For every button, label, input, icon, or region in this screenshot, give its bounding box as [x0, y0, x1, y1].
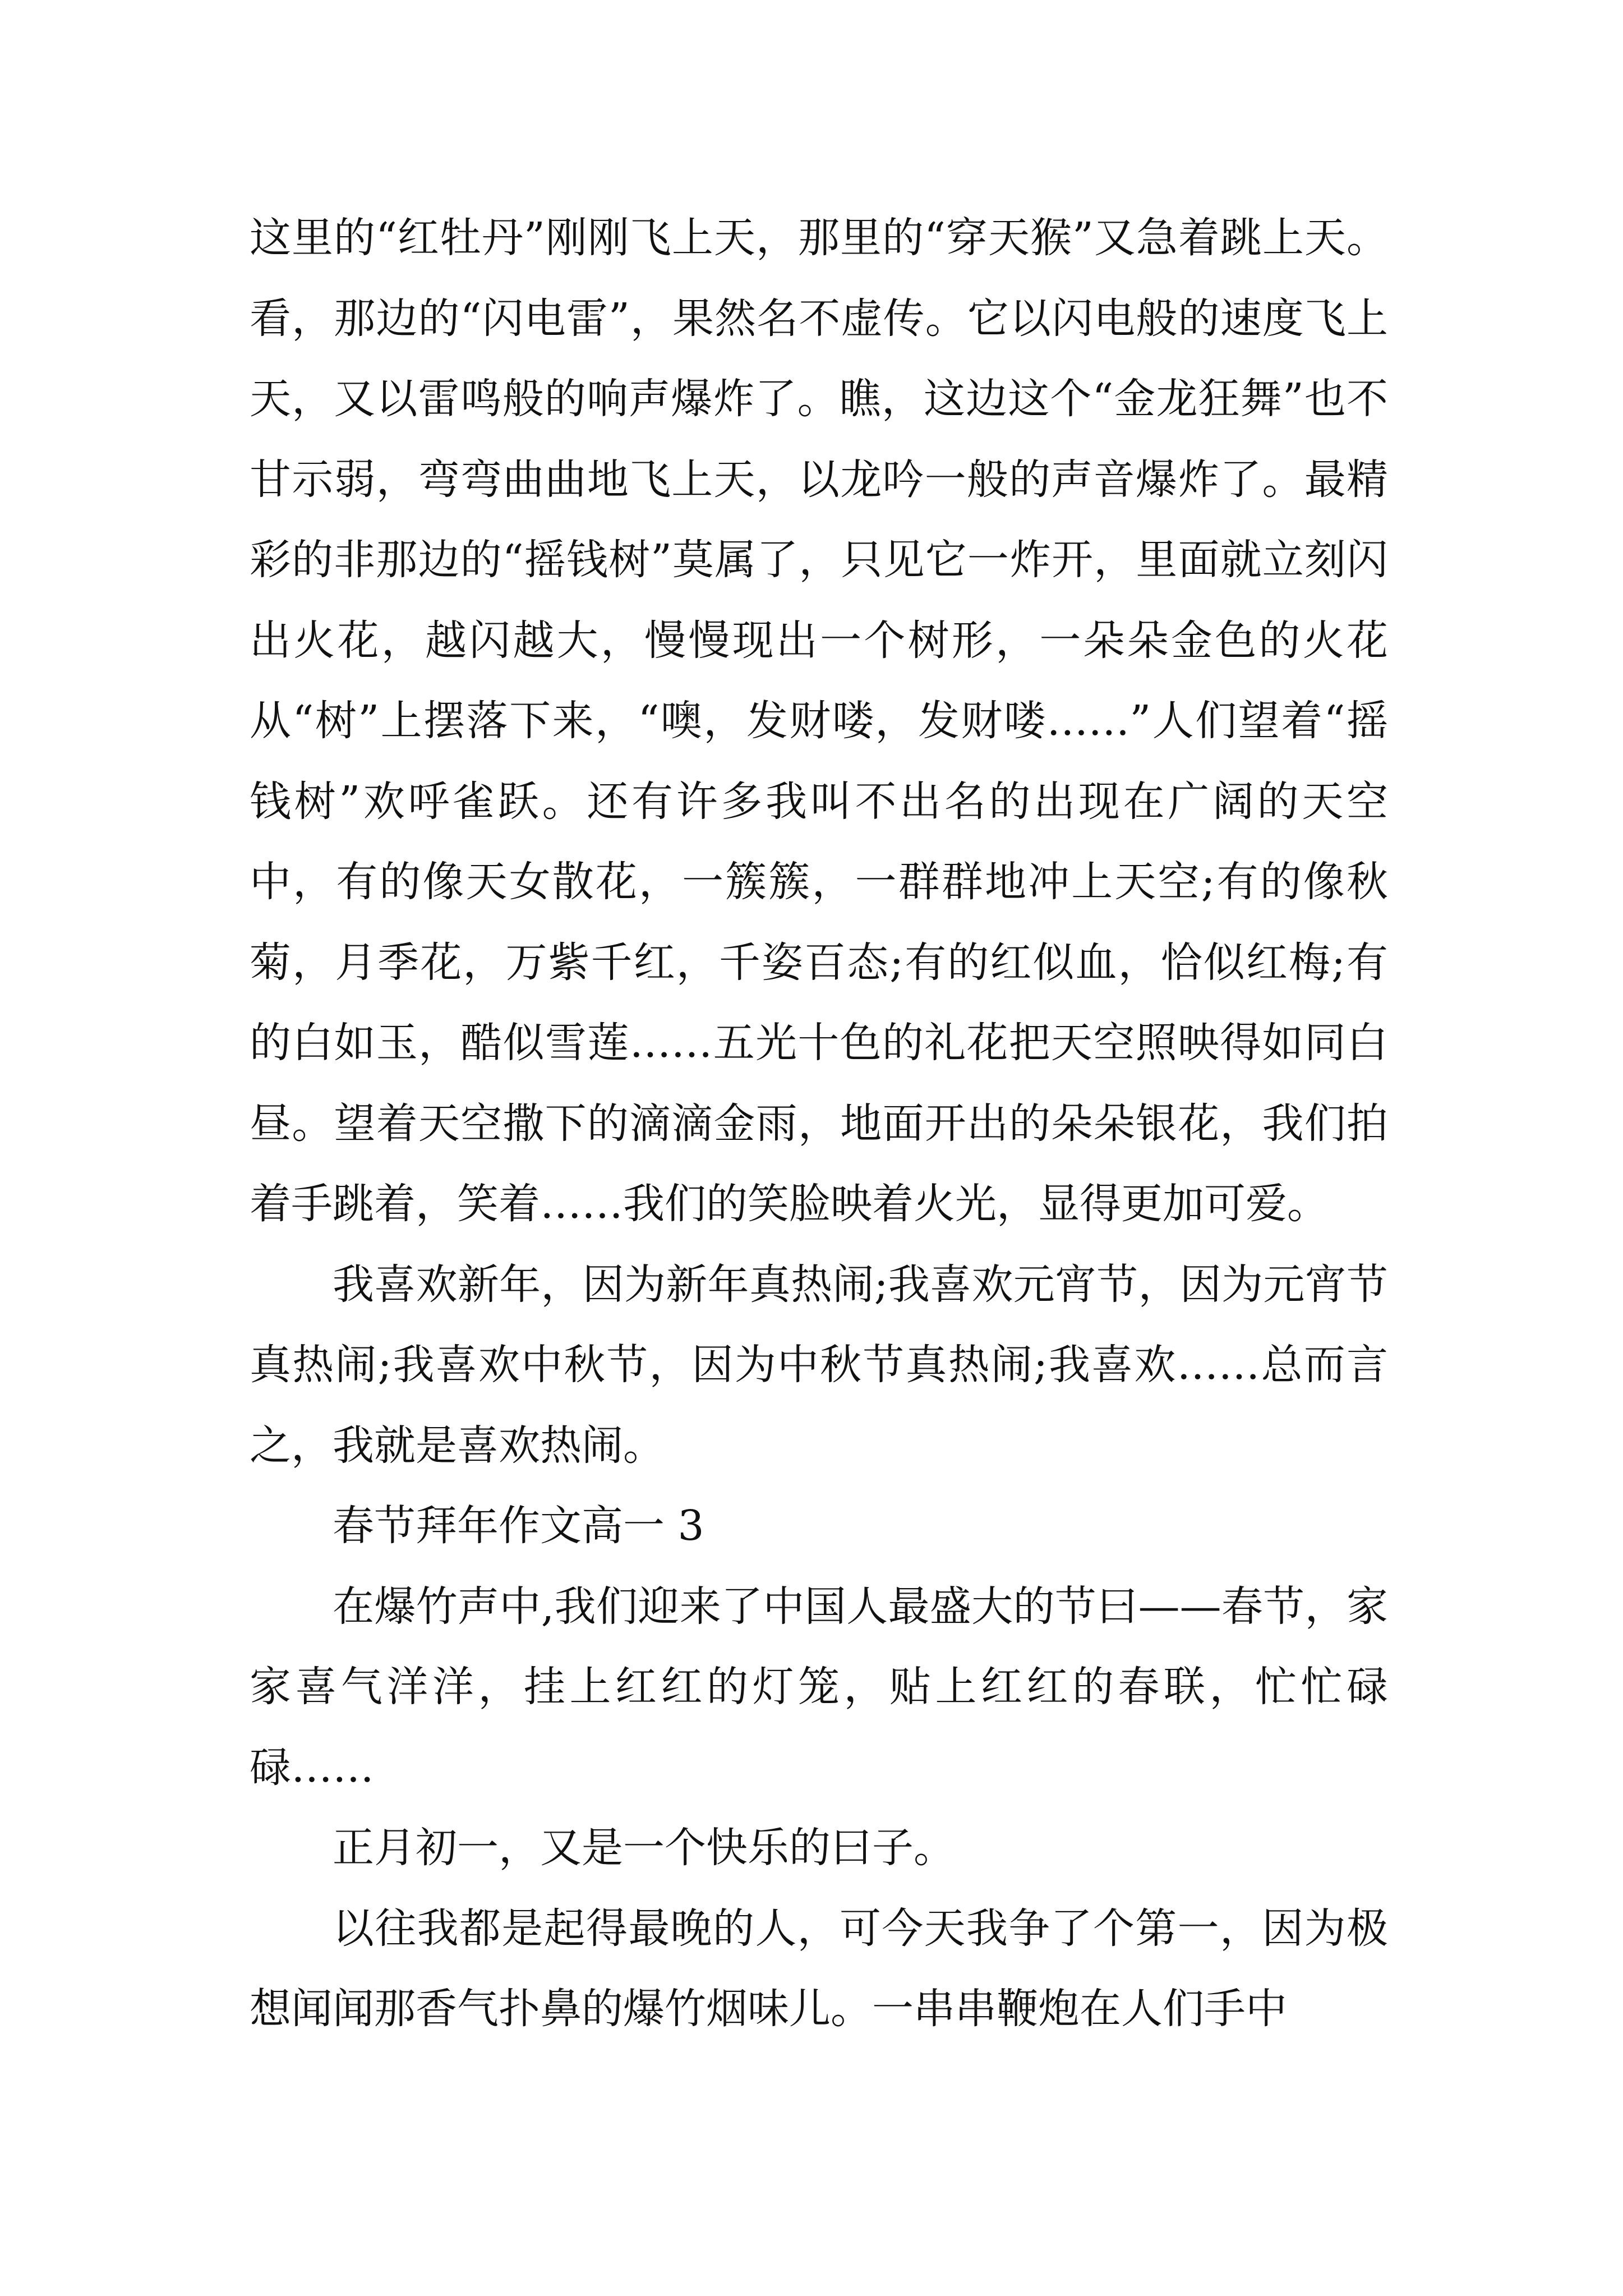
paragraph-spring-festival: 在爆竹声中,我们迎来了中国人最盛大的节曰——春节，家家喜气洋洋，挂上红红的灯笼，贴上红红的春联，忙忙碌碌…… — [250, 1582, 1388, 1792]
section-heading: 春节拜年作文高一 3 — [333, 1502, 704, 1550]
paragraph-new-year-day: 正月初一，又是一个快乐的曰子。 — [333, 1824, 955, 1872]
paragraph-firecrackers: 以往我都是起得最晚的人，可今天我争了个第一，因为极想闻闻那香气扑鼻的爆竹烟味儿。一串串鞭炮在人们手中 — [250, 1904, 1388, 2033]
paragraph-love-festivals: 我喜欢新年，因为新年真热闹;我喜欢元宵节，因为元宵节真热闹;我喜欢中秋节，因为中秋节真热闹;我喜欢……总而言之，我就是喜欢热闹。 — [250, 1260, 1388, 1470]
paragraph-fireworks: 这里的“红牡丹”刚刚飞上天，那里的“穿天猴”又急着跳上天。看，那边的“闪电雷”，果然名不虚传。它以闪电般的速度飞上天，又以雷鸣般的响声爆炸了。瞧，这边这个“金龙狂舞”也不甘示弱，弯弯曲曲地飞上天，以龙吟一般的声音爆炸了。最精彩的非那边的“摇钱树”莫属了，只见它一炸开，里面就立刻闪出火花，越闪越大，慢慢现出一个树形，一朵朵金色的火花从“树”上摆落下来，“噢，发财喽，发财喽……”人们望着“摇钱树”欢呼雀跃。还有许多我叫不出名的出现在广阔的天空中，有的像天女散花，一簇簇，一群群地冲上天空;有的像秋菊，月季花，万紫千红，千姿百态;有的红似血，恰似红梅;有的白如玉，酷似雪莲……五光十色的礼花把天空照映得如同白昼。望着天空撒下的滴滴金雨，地面开出的朵朵银花，我们拍着手跳着，笑着……我们的笑脸映着火光，显得更加可爱。 — [250, 214, 1388, 1228]
document-body — [250, 198, 1388, 2050]
